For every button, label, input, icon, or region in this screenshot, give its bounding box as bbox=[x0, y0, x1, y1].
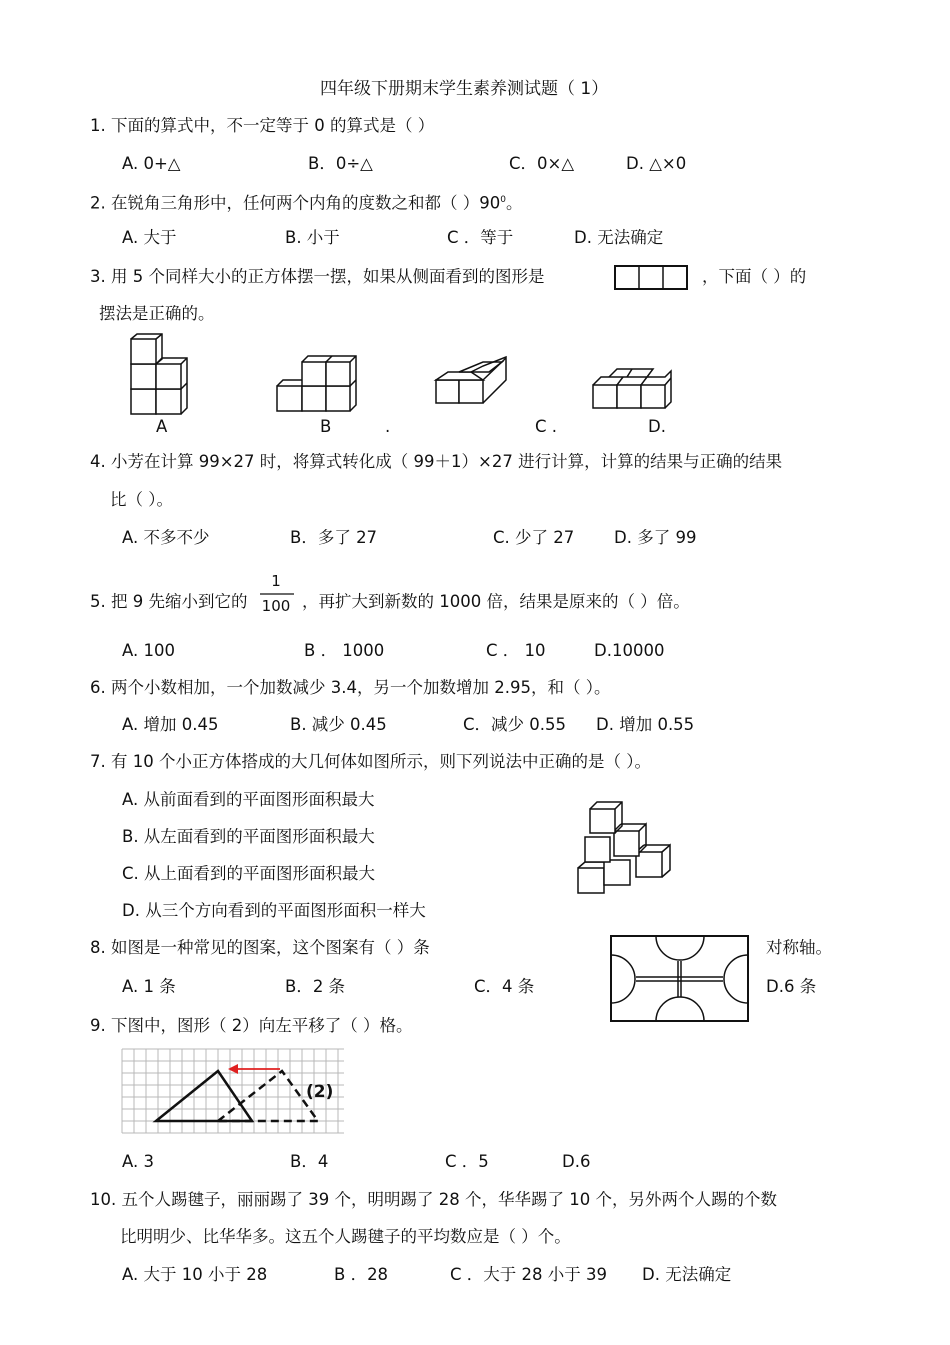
q1-option-a: A. 0+△ bbox=[122, 154, 181, 173]
q6-option-a: A. 增加 0.45 bbox=[122, 715, 219, 734]
q1-option-c: C．0×△ bbox=[509, 154, 575, 173]
q3-side-view-figure bbox=[614, 265, 690, 291]
q3-figure-b bbox=[275, 355, 357, 415]
q4-option-a: A. 不多不少 bbox=[122, 528, 210, 547]
q9-option-d: D.6 bbox=[562, 1152, 591, 1171]
page-title: 四年级下册期末学生素养测试题（ 1） bbox=[320, 79, 609, 99]
q9-stem: 9. 下图中，图形（ 2）向左平移了（ ）格。 bbox=[90, 1016, 413, 1035]
q2-degree-mark: 0 bbox=[500, 195, 506, 205]
q2-stem-text: 2. 在锐角三角形中，任何两个内角的度数之和都（ ）90 bbox=[90, 193, 501, 213]
q9-option-a: A. 3 bbox=[122, 1152, 154, 1171]
q3-label-c: C . bbox=[535, 417, 558, 436]
q7-option-a: A. 从前面看到的平面图形面积最大 bbox=[122, 790, 375, 809]
q8-option-c: C．4 条 bbox=[474, 977, 535, 996]
q4-option-c: C. 少了 27 bbox=[493, 528, 575, 547]
q10-option-c: C ．大于 28 小于 39 bbox=[450, 1265, 607, 1284]
q6-stem: 6. 两个小数相加，一个加数减少 3.4，另一个加数增加 2.95，和（ ）。 bbox=[90, 678, 611, 697]
q9-grid-figure bbox=[122, 1049, 346, 1135]
q7-option-b: B. 从左面看到的平面图形面积最大 bbox=[122, 827, 375, 846]
q2-stem bbox=[90, 190, 522, 214]
q6-option-b: B. 减少 0.45 bbox=[290, 715, 387, 734]
q1-stem: 1. 下面的算式中，不一定等于 0 的算式是（ ） bbox=[90, 116, 435, 135]
q1-option-d: D. △×0 bbox=[626, 154, 687, 173]
q8-stem-end: 对称轴。 bbox=[766, 938, 832, 957]
q8-option-a: A. 1 条 bbox=[122, 977, 176, 996]
q9-option-c: C ．5 bbox=[445, 1152, 489, 1171]
q10-option-d: D. 无法确定 bbox=[642, 1265, 732, 1284]
q3-figure-a bbox=[128, 333, 190, 415]
q3-label-b: B bbox=[320, 417, 332, 436]
q10-stem: 10. 五个人踢毽子，丽丽踢了 39 个，明明踢了 28 个，华华踢了 10 个，另外两个人踢的个数 bbox=[90, 1190, 777, 1209]
q5-option-d: D.10000 bbox=[594, 641, 665, 660]
q7-stem: 7. 有 10 个小正方体搭成的大几何体如图所示，则下列说法中正确的是（ ）。 bbox=[90, 752, 651, 771]
q6-option-d: D. 增加 0.55 bbox=[596, 715, 695, 734]
q2-option-d: D. 无法确定 bbox=[574, 228, 664, 247]
q5-fraction-bar bbox=[260, 593, 294, 596]
q8-option-b: B．2 条 bbox=[285, 977, 346, 996]
q7-cube-stack-figure bbox=[576, 798, 676, 896]
q1-option-b: B．0÷△ bbox=[308, 154, 373, 173]
q3-stem-cont: ，下面（ ）的 bbox=[702, 267, 807, 286]
q10-option-a: A. 大于 10 小于 28 bbox=[122, 1265, 268, 1284]
q4-stem: 4. 小芳在计算 99×27 时，将算式转化成（ 99＋1）×27 进行计算，计算的结果与正确的结果 bbox=[90, 452, 783, 471]
q5-stem-cont: ，再扩大到新数的 1000 倍，结果是原来的（ ）倍。 bbox=[302, 592, 690, 611]
q2-option-a: A. 大于 bbox=[122, 228, 177, 247]
q5-option-a: A. 100 bbox=[122, 641, 175, 660]
q7-option-d: D. 从三个方向看到的平面图形面积一样大 bbox=[122, 901, 426, 920]
q5-fraction-denominator: 100 bbox=[261, 597, 291, 615]
q2-option-c: C ．等于 bbox=[447, 228, 514, 247]
q2-stem-end: 。 bbox=[505, 193, 523, 213]
q8-pattern-figure bbox=[610, 935, 752, 1025]
q3-figure-d bbox=[591, 367, 675, 411]
q8-option-d: D.6 条 bbox=[766, 977, 817, 996]
q10-option-b: B ．28 bbox=[334, 1265, 389, 1284]
q4-option-d: D. 多了 99 bbox=[614, 528, 697, 547]
q3-label-d: D. bbox=[648, 417, 666, 436]
q5-fraction-numerator: 1 bbox=[271, 572, 281, 590]
q9-option-b: B．4 bbox=[290, 1152, 329, 1171]
q3-label-a: A bbox=[156, 417, 168, 436]
q3-label-dot: . bbox=[385, 417, 391, 436]
q2-option-b: B. 小于 bbox=[285, 228, 340, 247]
q4-option-b: B．多了 27 bbox=[290, 528, 378, 547]
q5-option-c: C ． 10 bbox=[486, 641, 546, 660]
q3-stem: 3. 用 5 个同样大小的正方体摆一摆，如果从侧面看到的图形是 bbox=[90, 267, 545, 286]
q8-stem: 8. 如图是一种常见的图案，这个图案有（ ）条 bbox=[90, 938, 430, 957]
q3-stem-line2: 摆法是正确的。 bbox=[99, 304, 215, 323]
q3-figure-c bbox=[434, 354, 510, 406]
q10-stem-line2: 比明明少、比华华多。这五个人踢毽子的平均数应是（ ）个。 bbox=[120, 1227, 571, 1246]
q4-stem-line2: 比（ ）。 bbox=[110, 490, 173, 509]
q5-stem: 5. 把 9 先缩小到它的 bbox=[90, 592, 248, 611]
q5-option-b: B ． 1000 bbox=[304, 641, 385, 660]
q6-option-c: C．减少 0.55 bbox=[463, 715, 567, 734]
q9-figure-label: (2) bbox=[306, 1082, 334, 1102]
q7-option-c: C. 从上面看到的平面图形面积最大 bbox=[122, 864, 376, 883]
